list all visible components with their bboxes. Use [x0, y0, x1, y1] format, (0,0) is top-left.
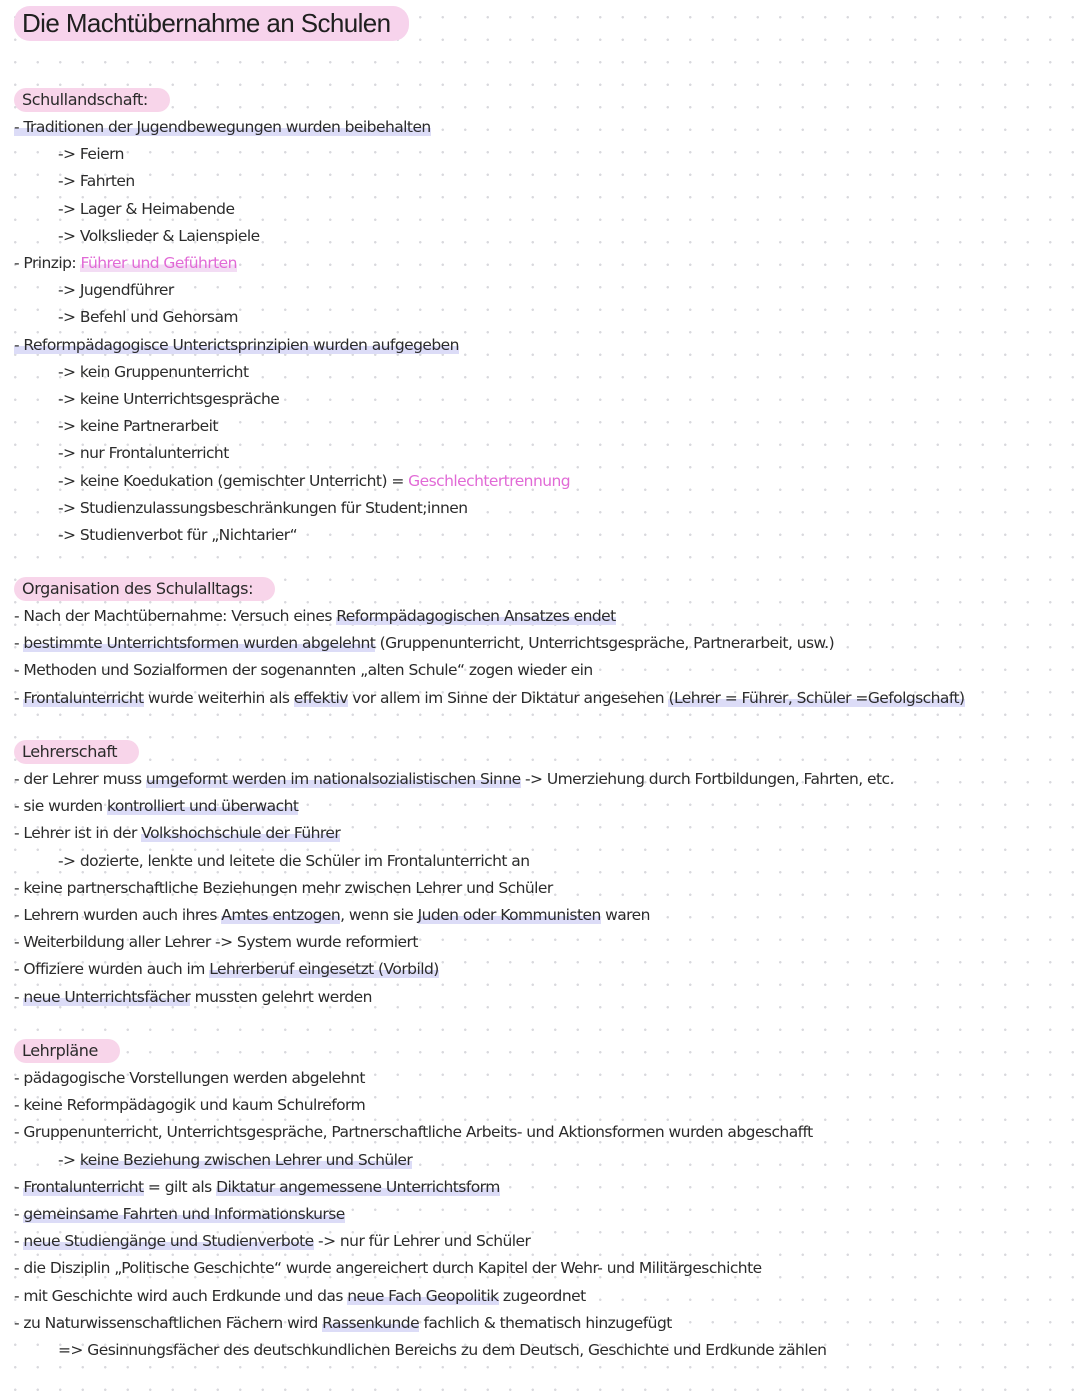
pink-highlight: Führer und Geführten — [80, 254, 237, 273]
note-subline: -> Studienzulassungsbeschränkungen für Student;innen — [58, 498, 468, 517]
section-lehrerschaft — [14, 740, 894, 1011]
note-line: - neue Unterrichtsfächer mussten gelehrt werden — [14, 987, 372, 1006]
note-line: - Weiterbildung aller Lehrer -> System wurde reformiert — [14, 933, 418, 952]
section-heading: Schullandschaft: — [14, 88, 170, 112]
section-heading: Lehrpläne — [14, 1039, 120, 1063]
note-line: - Lehrer ist in der Volkshochschule der Führer — [14, 824, 341, 843]
note-line: - Nach der Machtübernahme: Versuch eines Reformpädagogischen Ansatzes endet — [14, 607, 616, 625]
note-line: - bestimmte Unterrichtsformen wurden abgelehnt (Gruppenunterricht, Unterrichtsgespräche, Partnerarbeit, usw.) — [14, 634, 835, 653]
note-subline: -> Fahrten — [58, 172, 135, 191]
section-lehrplaene — [14, 1039, 826, 1364]
note-subline: -> keine Koedukation (gemischter Unterricht) = Geschlechtertrennung — [58, 471, 571, 490]
section-heading: Organisation des Schulalltags: — [14, 577, 275, 601]
page-title — [14, 8, 409, 39]
note-subline: -> Jugendführer — [58, 281, 174, 300]
note-line: - pädagogische Vorstellungen werden abgelehnt — [14, 1069, 365, 1087]
note-line: - keine partnerschaftliche Beziehungen mehr zwischen Lehrer und Schüler — [14, 878, 553, 897]
note-line: - Methoden und Sozialformen der sogenannten „alten Schule“ zogen wieder ein — [14, 661, 593, 680]
note-line: - Reformpädagogisce Unterictsprinzipien wurden aufgegeben — [14, 335, 459, 354]
section-schullandschaft — [14, 88, 570, 549]
note-line: - der Lehrer muss umgeformt werden im nationalsozialistischen Sinne -> Umerziehung durch Fortbildungen, Fahrten, etc. — [14, 770, 894, 788]
note-subline: -> Studienverbot für „Nichtarier“ — [58, 526, 298, 545]
note-line: - Frontalunterricht = gilt als Diktatur angemessene Unterrichtsform — [14, 1177, 500, 1196]
note-line: - Prinzip: Führer und Geführten — [14, 254, 237, 273]
note-subline: -> keine Beziehung zwischen Lehrer und Schüler — [58, 1150, 413, 1169]
note-line: - Offiziere wurden auch im Lehrerberuf eingesetzt (Vorbild) — [14, 960, 439, 979]
note-line: - Traditionen der Jugendbewegungen wurden beibehalten — [14, 118, 431, 136]
note-subline: -> keine Partnerarbeit — [58, 417, 218, 436]
note-subline: -> dozierte, lenkte und leitete die Schüler im Frontalunterricht an — [58, 851, 530, 870]
note-line: - Frontalunterricht wurde weiterhin als effektiv vor allem im Sinne der Diktatur angesehen (Lehrer = Führer, Schüler =Gefolgschaft) — [14, 688, 965, 707]
note-subline: -> Feiern — [58, 145, 124, 164]
note-line: - gemeinsame Fahrten und Informationskurse — [14, 1205, 345, 1224]
note-line: - Lehrern wurden auch ihres Amtes entzogen, wenn sie Juden oder Kommunisten waren — [14, 906, 650, 925]
note-subline: -> keine Unterrichtsgespräche — [58, 390, 280, 409]
section-organisation — [14, 577, 965, 712]
note-line: - neue Studiengänge und Studienverbote -> nur für Lehrer und Schüler — [14, 1232, 531, 1251]
note-line: - keine Reformpädagogik und kaum Schulreform — [14, 1096, 366, 1115]
note-subline: -> Volkslieder & Laienspiele — [58, 226, 260, 245]
note-line: - zu Naturwissenschaftlichen Fächern wird Rassenkunde fachlich & thematisch hinzugefügt — [14, 1313, 672, 1332]
note-subline: -> kein Gruppenunterricht — [58, 362, 249, 381]
pink-text: Geschlechtertrennung — [408, 471, 571, 490]
note-line: - die Disziplin „Politische Geschichte“ wurde angereichert durch Kapitel der Wehr- und Militärgeschichte — [14, 1259, 762, 1278]
note-subline: -> nur Frontalunterricht — [58, 444, 229, 463]
note-line: - mit Geschichte wird auch Erdkunde und das neue Fach Geopolitik zugeordnet — [14, 1286, 586, 1305]
note-subline: => Gesinnungsfächer des deutschkundlichen Bereichs zu dem Deutsch, Geschichte und Erdkunde zählen — [58, 1341, 827, 1360]
note-line: - sie wurden kontrolliert und überwacht — [14, 797, 299, 816]
section-heading: Lehrerschaft — [14, 740, 139, 764]
page-title-text: Die Machtübernahme an Schulen — [14, 6, 409, 41]
note-line: - Gruppenunterricht, Unterrichtsgespräche, Partnerschaftliche Arbeits- und Aktionsformen wurden abgeschafft — [14, 1123, 813, 1142]
note-subline: -> Lager & Heimabende — [58, 199, 235, 218]
note-subline: -> Befehl und Gehorsam — [58, 308, 238, 327]
